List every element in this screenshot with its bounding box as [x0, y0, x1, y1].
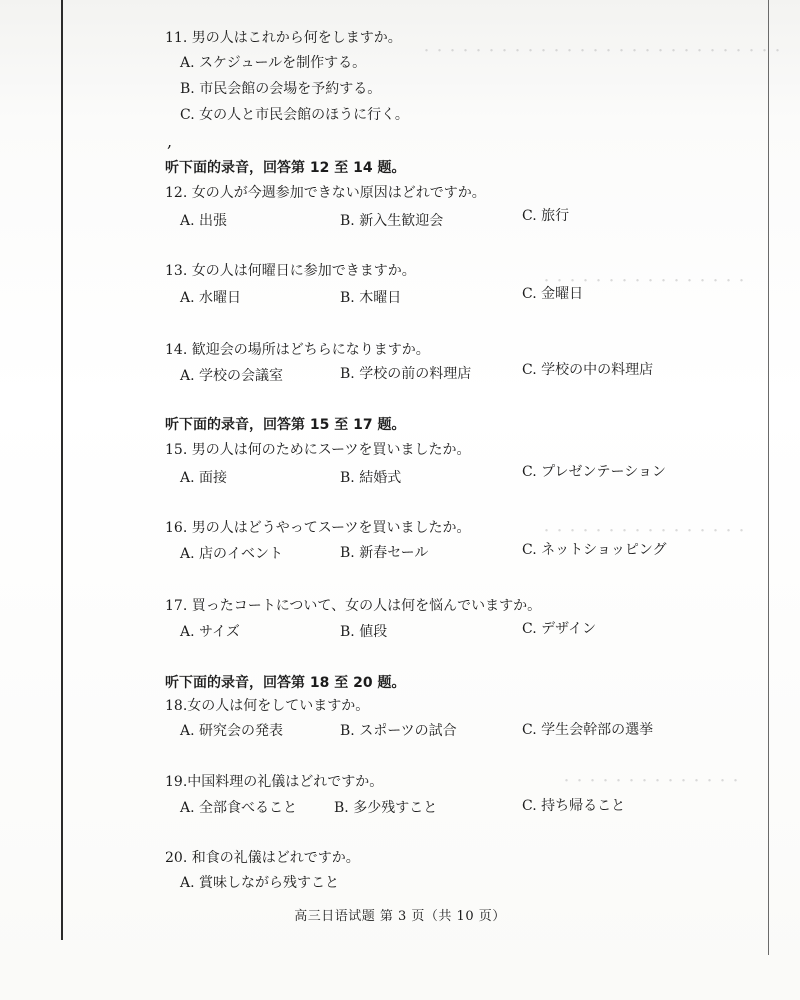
- show-through-text: ・・・・・・・・・・・・・・: [560, 774, 743, 789]
- question-13-option-b: B. 木曜日: [340, 290, 402, 306]
- question-13-option-c: C. 金曜日: [522, 286, 584, 302]
- page-footer: 高三日语试题 第 3 页（共 10 页）: [294, 909, 506, 924]
- question-18-option-b: B. スポーツの試合: [340, 723, 457, 739]
- binding-margin-line: [61, 0, 63, 940]
- question-17-option-a: A. サイズ: [180, 624, 240, 640]
- show-through-text: ・・・・・・・・・・・・・・・・: [540, 524, 749, 539]
- question-19-option-b: B. 多少残すこと: [334, 800, 438, 816]
- question-16-option-c: C. ネットショッピング: [522, 542, 667, 558]
- page-edge-line: [768, 0, 769, 955]
- section-heading-12-14: 听下面的录音，回答第 12 至 14 题。: [165, 160, 406, 176]
- question-14-option-a: A. 学校の会議室: [180, 368, 284, 384]
- show-through-text: ・・・・・・・・・・・・・・・・: [540, 274, 749, 289]
- question-15-option-b: B. 結婚式: [340, 470, 402, 486]
- question-11-option-c: C. 女の人と市民会館のほうに行く。: [180, 107, 409, 123]
- question-19-option-a: A. 全部食べること: [180, 800, 298, 816]
- question-12-option-b: B. 新入生歓迎会: [340, 213, 444, 229]
- question-20-option-a: A. 賞味しながら残すこと: [180, 875, 340, 891]
- question-14-option-c: C. 学校の中の料理店: [522, 362, 654, 378]
- question-18-option-c: C. 学生会幹部の選挙: [522, 722, 654, 738]
- question-18-option-a: A. 研究会の発表: [180, 723, 284, 739]
- section-heading-15-17: 听下面的录音，回答第 15 至 17 题。: [165, 417, 406, 433]
- question-19-option-c: C. 持ち帰ること: [522, 798, 626, 814]
- question-11-option-b: B. 市民会館の会場を予約する。: [180, 81, 382, 97]
- stray-mark: ,: [167, 132, 173, 151]
- question-15-option-c: C. プレゼンテーション: [522, 464, 666, 480]
- question-16-option-a: A. 店のイベント: [180, 546, 284, 562]
- question-17-stem: 17. 買ったコートについて、女の人は何を悩んでいますか。: [165, 598, 542, 614]
- show-through-text: ・・・・・・・・・・・・・・・・・・・・・・・・・・・・: [420, 44, 785, 59]
- question-20-stem: 20. 和食の礼儀はどれですか。: [165, 850, 360, 866]
- question-16-option-b: B. 新春セール: [340, 545, 429, 561]
- question-11-option-a: A. スケジュールを制作する。: [180, 55, 367, 71]
- question-16-stem: 16. 男の人はどうやってスーツを買いましたか。: [165, 520, 471, 536]
- question-19-stem: 19.中国料理の礼儀はどれですか。: [165, 774, 384, 790]
- section-heading-18-20: 听下面的录音，回答第 18 至 20 题。: [165, 675, 406, 691]
- question-17-option-b: B. 値段: [340, 624, 388, 640]
- question-15-stem: 15. 男の人は何のためにスーツを買いましたか。: [165, 442, 471, 458]
- question-15-option-a: A. 面接: [180, 470, 228, 486]
- question-12-option-a: A. 出張: [180, 213, 228, 229]
- question-13-option-a: A. 水曜日: [180, 290, 242, 306]
- question-18-stem: 18.女の人は何をしていますか。: [165, 698, 370, 714]
- question-12-option-c: C. 旅行: [522, 208, 570, 224]
- question-17-option-c: C. デザイン: [522, 621, 597, 637]
- question-12-stem: 12. 女の人が今週参加できない原因はどれですか。: [165, 185, 486, 201]
- question-14-option-b: B. 学校の前の料理店: [340, 366, 472, 382]
- question-11-stem: 11. 男の人はこれから何をしますか。: [165, 30, 402, 46]
- question-14-stem: 14. 歓迎会の場所はどちらになりますか。: [165, 342, 430, 358]
- question-13-stem: 13. 女の人は何曜日に参加できますか。: [165, 263, 416, 279]
